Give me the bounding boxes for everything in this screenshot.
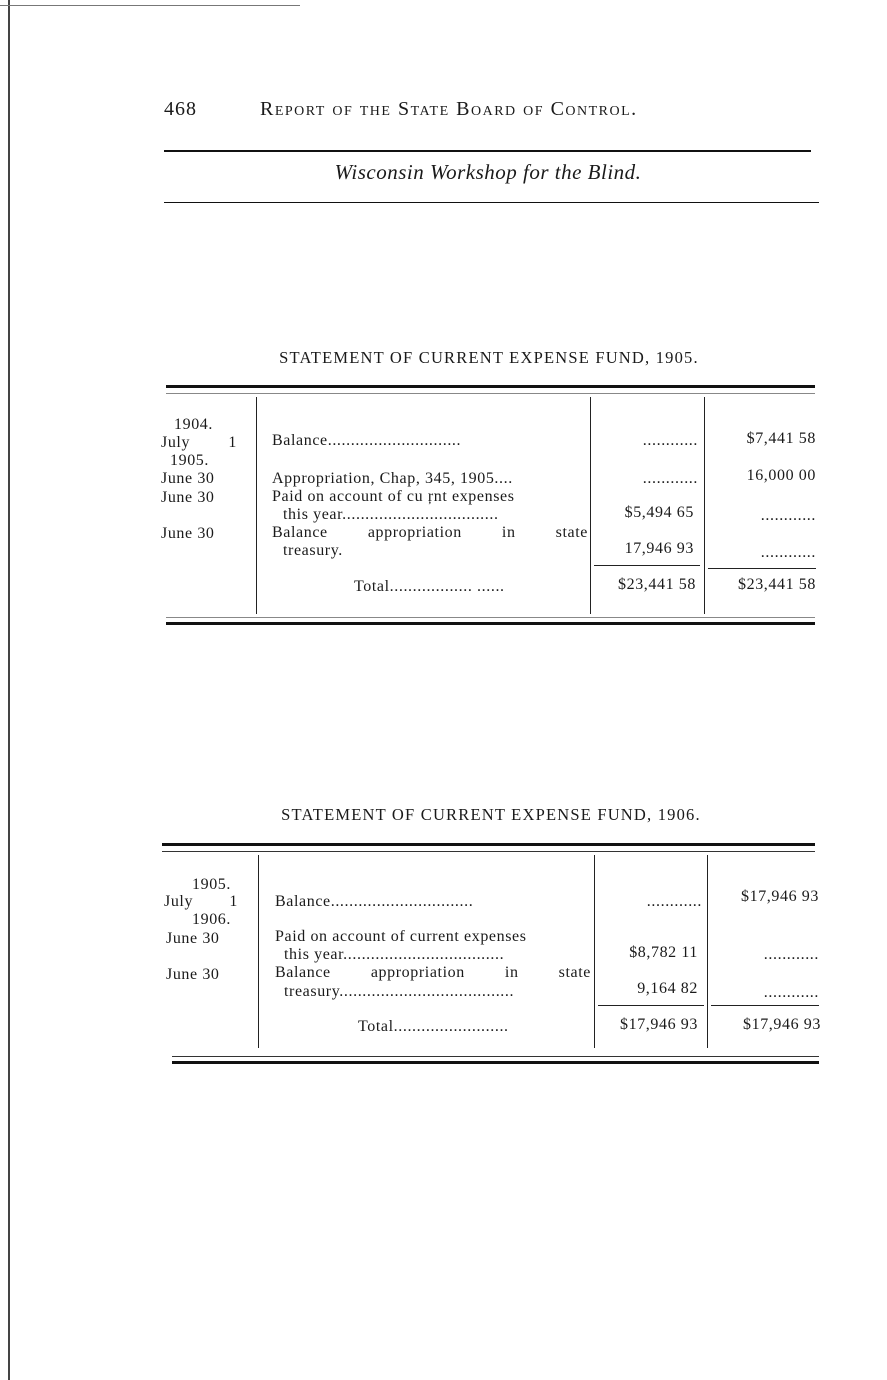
description-cell: Balance.............................	[272, 432, 462, 449]
description-continuation: treasury......................................	[284, 983, 515, 1000]
balance-cell: ............	[763, 946, 819, 963]
table-top-rule-thin	[162, 851, 815, 852]
table-bottom-rule-thin	[166, 617, 815, 618]
total-balance: $17,946 93	[743, 1016, 821, 1033]
date-cell: June 30	[161, 470, 215, 487]
page-edge-shadow	[8, 0, 10, 1380]
description-cell: Balance appropriation in state	[272, 524, 588, 541]
description-text: Balance	[272, 432, 328, 449]
amount-cell: ............	[646, 893, 702, 910]
year-label: 1905.	[170, 452, 209, 469]
table-bottom-rule	[166, 622, 815, 625]
column-divider	[258, 855, 259, 1048]
header-rule-bottom	[164, 202, 819, 203]
date-cell: June 30	[166, 966, 220, 983]
total-rule	[708, 568, 816, 569]
amount-cell: 9,164 82	[637, 980, 698, 997]
description-cell: Paid on account of current expenses	[275, 928, 527, 945]
description-cell: Paid on account of cu ŗnt expenses	[272, 488, 515, 505]
total-amount: $17,946 93	[620, 1016, 698, 1033]
total-label: Total	[358, 1018, 394, 1035]
description-continuation: this year...................................	[284, 946, 505, 963]
amount-cell: $8,782 11	[629, 944, 698, 961]
description-cell: Balance...............................	[275, 893, 474, 910]
date-cell: June 30	[161, 489, 215, 506]
column-divider	[707, 855, 708, 1048]
page-header	[164, 98, 724, 128]
page-edge-top	[0, 5, 300, 6]
column-divider	[256, 397, 257, 614]
running-title: Report of the State Board of Control.	[260, 98, 638, 120]
year-label: 1905.	[192, 876, 231, 893]
date-cell: June 30	[166, 930, 220, 947]
total-balance: $23,441 58	[738, 576, 816, 593]
year-label: 1904.	[174, 416, 213, 433]
balance-cell: $7,441 58	[746, 430, 816, 447]
statement-1906-title: STATEMENT OF CURRENT EXPENSE FUND, 1906.	[281, 805, 701, 824]
date-cell: July 1	[161, 434, 237, 451]
column-divider	[590, 397, 591, 614]
description-cell: Balance appropriation in state	[275, 964, 591, 981]
column-divider	[704, 397, 705, 614]
description-continuation: treasury.	[283, 542, 343, 559]
section-subtitle: Wisconsin Workshop for the Blind.	[334, 160, 642, 184]
total-row-label: Total.........................	[358, 1018, 509, 1035]
description-text: treasury	[284, 983, 340, 1000]
total-amount: $23,441 58	[618, 576, 696, 593]
total-rule	[598, 1005, 704, 1006]
description-text: this year	[284, 946, 344, 963]
description-text: this year	[283, 506, 343, 523]
column-divider	[594, 855, 595, 1048]
header-rule-top	[164, 150, 811, 152]
balance-cell: ............	[760, 544, 816, 561]
balance-cell: $17,946 93	[741, 888, 819, 905]
description-continuation: this year..................................	[283, 506, 499, 523]
year-label: 1906.	[192, 911, 231, 928]
balance-cell: ............	[763, 984, 819, 1001]
date-cell: July 1	[164, 893, 238, 910]
table-top-rule-thin	[166, 393, 815, 394]
amount-cell: 17,946 93	[624, 540, 694, 557]
description-text: Balance	[275, 893, 331, 910]
amount-cell: ............	[642, 432, 698, 449]
amount-cell: ............	[642, 470, 698, 487]
balance-cell: ............	[760, 507, 816, 524]
table-bottom-rule	[172, 1061, 819, 1064]
date-cell: June 30	[161, 525, 215, 542]
table-top-rule	[166, 385, 815, 388]
description-cell: Appropriation, Chap, 345, 1905....	[272, 470, 513, 487]
total-rule	[711, 1005, 819, 1006]
amount-cell: $5,494 65	[624, 504, 694, 521]
balance-cell: 16,000 00	[746, 467, 816, 484]
page-number: 468	[164, 98, 197, 120]
total-rule	[594, 565, 700, 566]
statement-1905-title: STATEMENT OF CURRENT EXPENSE FUND, 1905.	[279, 348, 699, 367]
total-label: Total	[354, 578, 390, 595]
total-row-label: Total.................. ......	[354, 578, 505, 595]
table-top-rule	[162, 843, 815, 846]
table-bottom-rule-thin	[172, 1056, 819, 1057]
